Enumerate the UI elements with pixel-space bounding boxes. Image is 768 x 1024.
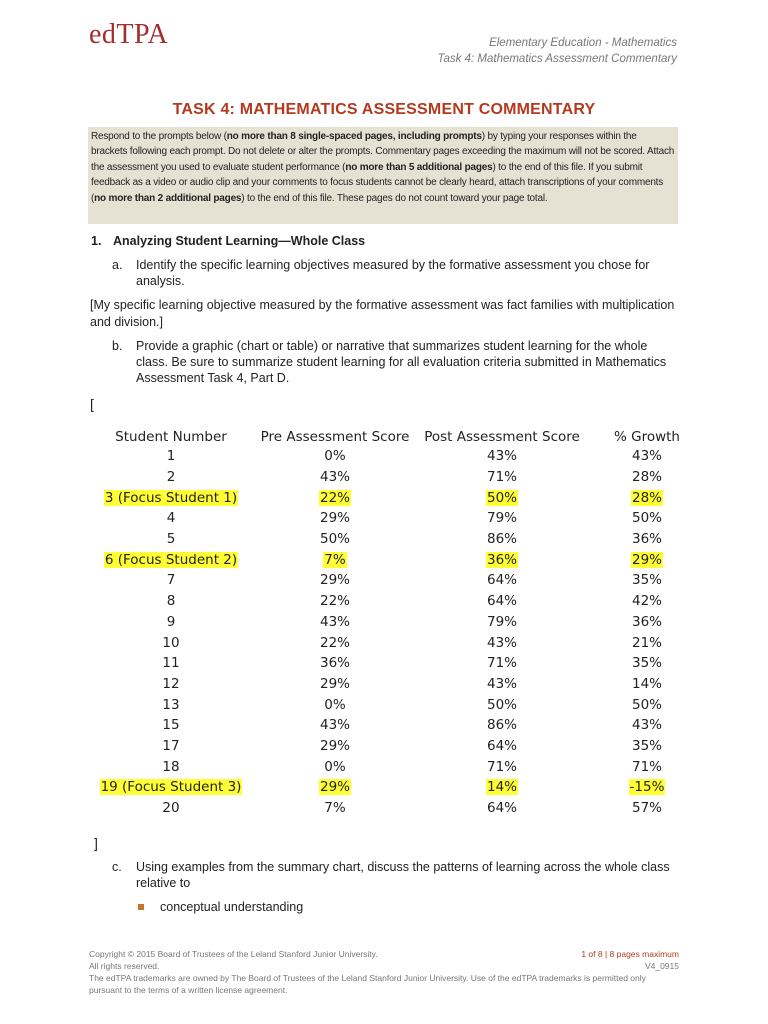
cell-post: 79% bbox=[486, 510, 517, 527]
cell-student: 2 bbox=[166, 469, 176, 486]
cell-pre: 43% bbox=[319, 717, 350, 734]
cell-pre: 22% bbox=[319, 593, 350, 610]
bullet-item bbox=[138, 900, 303, 914]
table-body bbox=[89, 446, 707, 818]
header-pre-assessment: Pre Assessment Score bbox=[260, 429, 410, 445]
instructions-text-2: ) by typing your responses within the brackets following each prompt. Do not delete or alter the prompts. Commentary pages exceeding the maximum will not be scored. Attach the assessment you used to evaluate student performance ( bbox=[91, 131, 675, 173]
cell-pre: 50% bbox=[319, 531, 350, 548]
page-title: TASK 4: MATHEMATICS ASSESSMENT COMMENTARY bbox=[172, 101, 596, 118]
cell-student: 1 bbox=[166, 448, 176, 465]
cell-student: 4 bbox=[166, 510, 176, 527]
instructions-emphasis-2: no more than 5 additional pages bbox=[345, 161, 493, 173]
footer-trademark: The edTPA trademarks are owned by The Board of Trustees of the Leland Stanford Junior University. Use of the edTPA trademarks is permitted only pursuant to the terms of a written license agreement. bbox=[89, 973, 646, 995]
open-bracket: [ bbox=[90, 396, 94, 412]
prompt-b-text: Provide a graphic (chart or table) or narrative that summarizes student learning for the whole class. Be sure to summarize student learning for all evaluation criteria submitted in Mathematics Assessment Task 4, Part D. bbox=[136, 339, 667, 385]
page-footer bbox=[89, 948, 679, 996]
table-row bbox=[89, 736, 707, 757]
footer-rights: All rights reserved. bbox=[89, 961, 160, 971]
cell-growth: 21% bbox=[631, 634, 662, 651]
table-row bbox=[89, 777, 707, 798]
focus-highlight: 28% bbox=[631, 489, 662, 506]
cell-student bbox=[89, 549, 253, 570]
section-number: 1. bbox=[91, 234, 102, 248]
focus-highlight: 19 (Focus Student 3) bbox=[100, 779, 242, 796]
prompt-b-letter: b. bbox=[112, 339, 123, 353]
cell-growth bbox=[587, 777, 707, 798]
cell-student: 10 bbox=[162, 634, 180, 651]
cell-pre: 29% bbox=[319, 572, 350, 589]
instructions-text-3: ) to the end of this file. If you submit feedback as a video or audio clip and your comments to focus students cannot be clearly heard, attach transcriptions of your comments ( bbox=[91, 161, 664, 204]
response-a[interactable]: [My specific learning objective measured by the formative assessment was fact families with multiplication and division.] bbox=[90, 298, 675, 329]
table-row bbox=[89, 674, 707, 695]
cell-student: 17 bbox=[162, 737, 180, 754]
cell-post: 64% bbox=[486, 572, 517, 589]
cell-pre: 0% bbox=[324, 696, 346, 713]
cell-post: 43% bbox=[486, 634, 517, 651]
prompt-a-text: Identify the specific learning objectives measured by the formative assessment you chose for analysis. bbox=[136, 258, 650, 288]
focus-highlight: 14% bbox=[486, 779, 517, 796]
close-bracket: ] bbox=[94, 835, 98, 851]
cell-pre: 43% bbox=[319, 613, 350, 630]
cell-student bbox=[89, 777, 253, 798]
cell-growth: 14% bbox=[631, 675, 662, 692]
prompt-c-text: Using examples from the summary chart, discuss the patterns of learning across the whole class relative to bbox=[136, 860, 670, 890]
cell-post: 64% bbox=[486, 737, 517, 754]
cell-growth: 36% bbox=[631, 613, 662, 630]
cell-post bbox=[417, 487, 587, 508]
focus-highlight: 3 (Focus Student 1) bbox=[104, 489, 238, 506]
header-task: Task 4: Mathematics Assessment Commentary bbox=[437, 53, 677, 65]
cell-student bbox=[89, 487, 253, 508]
cell-student: 20 bbox=[162, 800, 180, 817]
prompt-c-letter: c. bbox=[112, 860, 122, 874]
section-heading bbox=[91, 234, 365, 248]
cell-pre bbox=[253, 777, 417, 798]
cell-post: 71% bbox=[486, 655, 517, 672]
prompt-c bbox=[112, 859, 672, 891]
cell-student: 5 bbox=[166, 531, 176, 548]
bullet-square-icon bbox=[138, 904, 144, 910]
table-header-row bbox=[89, 410, 707, 446]
cell-post: 86% bbox=[486, 717, 517, 734]
cell-pre: 22% bbox=[319, 634, 350, 651]
cell-pre bbox=[253, 549, 417, 570]
cell-growth: 36% bbox=[631, 531, 662, 548]
table-row bbox=[89, 798, 707, 819]
cell-post: 43% bbox=[486, 675, 517, 692]
focus-highlight: 6 (Focus Student 2) bbox=[104, 551, 238, 568]
cell-pre: 29% bbox=[319, 675, 350, 692]
cell-growth: 35% bbox=[631, 737, 662, 754]
focus-highlight: 29% bbox=[631, 551, 662, 568]
table-row bbox=[89, 529, 707, 550]
cell-growth: 35% bbox=[631, 572, 662, 589]
cell-post: 71% bbox=[486, 758, 517, 775]
cell-post: 71% bbox=[486, 469, 517, 486]
table-row bbox=[89, 694, 707, 715]
cell-growth: 28% bbox=[631, 469, 662, 486]
cell-student: 13 bbox=[162, 696, 180, 713]
table-row bbox=[89, 612, 707, 633]
table-row bbox=[89, 487, 707, 508]
cell-growth: 42% bbox=[631, 593, 662, 610]
cell-post: 86% bbox=[486, 531, 517, 548]
cell-post: 50% bbox=[486, 696, 517, 713]
focus-highlight: 7% bbox=[324, 551, 346, 568]
edtpa-logo: edTPA bbox=[89, 19, 169, 50]
table-row bbox=[89, 446, 707, 467]
cell-pre: 0% bbox=[324, 448, 346, 465]
prompt-b bbox=[112, 338, 672, 386]
scores-table bbox=[89, 410, 707, 818]
cell-student: 18 bbox=[162, 758, 180, 775]
cell-post bbox=[417, 777, 587, 798]
bullet-text: conceptual understanding bbox=[160, 900, 304, 914]
cell-growth: 50% bbox=[631, 696, 662, 713]
document-header bbox=[438, 35, 677, 67]
instructions-box bbox=[88, 127, 678, 224]
cell-student: 12 bbox=[162, 675, 180, 692]
cell-pre: 0% bbox=[324, 758, 346, 775]
cell-student: 7 bbox=[166, 572, 176, 589]
cell-student: 9 bbox=[166, 613, 176, 630]
cell-growth: 71% bbox=[631, 758, 662, 775]
cell-growth: 57% bbox=[631, 800, 662, 817]
cell-student: 11 bbox=[162, 655, 180, 672]
header-subject: Elementary Education - Mathematics bbox=[489, 37, 677, 49]
cell-post bbox=[417, 549, 587, 570]
footer-copyright: Copyright © 2015 Board of Trustees of the Leland Stanford Junior University. bbox=[89, 949, 378, 959]
footer-version: V4_0915 bbox=[644, 961, 679, 971]
instructions-emphasis-3: no more than 2 additional pages bbox=[94, 192, 242, 204]
prompt-a-letter: a. bbox=[112, 258, 123, 272]
cell-post: 64% bbox=[486, 593, 517, 610]
instructions-text-4: ) to the end of this file. These pages do not count toward your page total. bbox=[241, 192, 548, 204]
table-row bbox=[89, 653, 707, 674]
prompt-a bbox=[112, 257, 672, 289]
footer-page-count: 1 of 8 | 8 pages maximum bbox=[581, 949, 679, 959]
instructions-emphasis-1: no more than 8 single-spaced pages, including prompts bbox=[226, 131, 482, 142]
cell-pre: 29% bbox=[319, 737, 350, 754]
table-row bbox=[89, 756, 707, 777]
focus-highlight: 50% bbox=[486, 489, 517, 506]
cell-student: 8 bbox=[166, 593, 176, 610]
cell-student: 15 bbox=[162, 717, 180, 734]
cell-growth: 35% bbox=[631, 655, 662, 672]
cell-pre: 29% bbox=[319, 510, 350, 527]
cell-growth: 43% bbox=[631, 717, 662, 734]
cell-pre: 36% bbox=[319, 655, 350, 672]
table-row bbox=[89, 467, 707, 488]
focus-highlight: 36% bbox=[486, 551, 517, 568]
section-title: Analyzing Student Learning—Whole Class bbox=[113, 234, 366, 248]
cell-growth bbox=[587, 487, 707, 508]
cell-pre bbox=[253, 487, 417, 508]
focus-highlight: -15% bbox=[629, 779, 665, 796]
instructions-text-1: Respond to the prompts below ( bbox=[91, 131, 227, 142]
table-row bbox=[89, 508, 707, 529]
cell-pre: 43% bbox=[319, 469, 350, 486]
cell-growth: 50% bbox=[631, 510, 662, 527]
cell-post: 43% bbox=[486, 448, 517, 465]
table-row bbox=[89, 632, 707, 653]
cell-pre: 7% bbox=[324, 800, 346, 817]
cell-post: 79% bbox=[486, 613, 517, 630]
focus-highlight: 22% bbox=[319, 489, 350, 506]
cell-growth: 43% bbox=[631, 448, 662, 465]
header-post-assessment: Post Assessment Score bbox=[424, 429, 580, 445]
header-student-number: Student Number bbox=[115, 429, 227, 445]
cell-growth bbox=[587, 549, 707, 570]
cell-post: 64% bbox=[486, 800, 517, 817]
table-row bbox=[89, 591, 707, 612]
focus-highlight: 29% bbox=[319, 779, 350, 796]
table-row bbox=[89, 715, 707, 736]
table-row bbox=[89, 570, 707, 591]
table-row bbox=[89, 549, 707, 570]
header-growth: % Growth bbox=[614, 429, 680, 445]
